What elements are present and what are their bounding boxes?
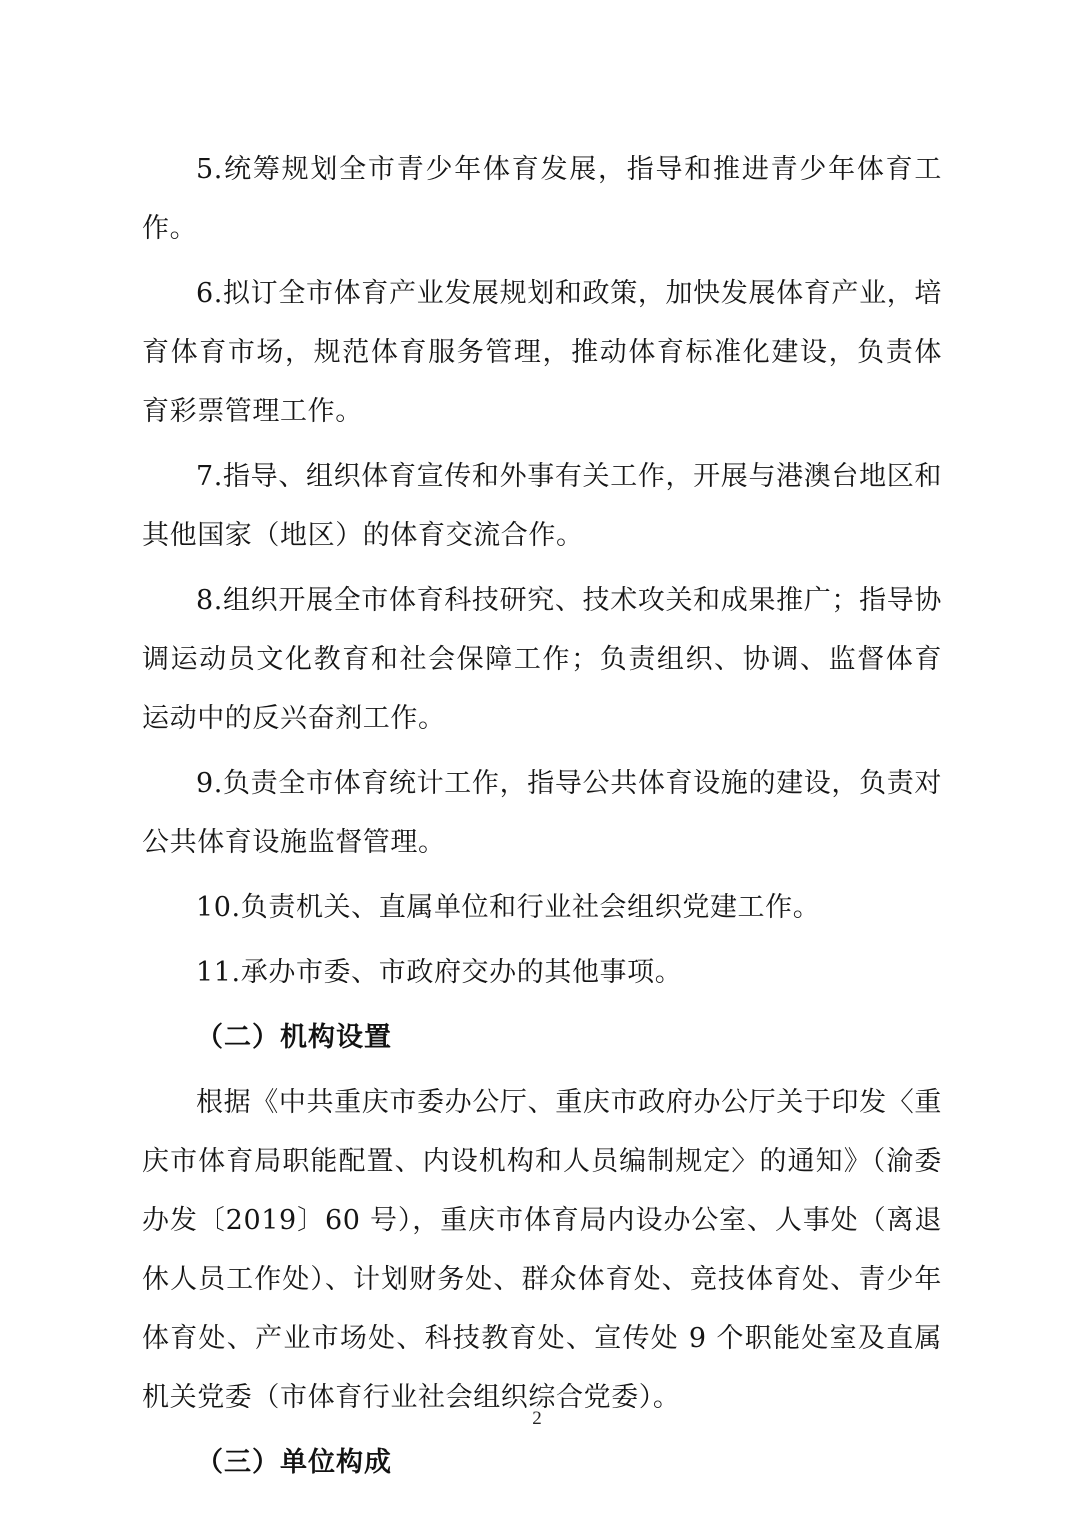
page-number: 2	[532, 1408, 542, 1429]
paragraph-item-7: 7.指导、组织体育宣传和外事有关工作，开展与港澳台地区和其他国家（地区）的体育交流合作。	[142, 461, 942, 551]
paragraph-item-5: 5.统筹规划全市青少年体育发展，指导和推进青少年体育工作。	[142, 154, 942, 244]
paragraph-item-11: 11.承办市委、市政府交办的其他事项。	[196, 957, 683, 988]
paragraph-item-8: 8.组织开展全市体育科技研究、技术攻关和成果推广；指导协调运动员文化教育和社会保障工作；负责组织、协调、监督体育运动中的反兴奋剂工作。	[142, 585, 942, 734]
paragraph-item-6: 6.拟订全市体育产业发展规划和政策，加快发展体育产业，培育体育市场，规范体育服务管理，推动体育标准化建设，负责体育彩票管理工作。	[142, 278, 942, 427]
section-heading-organization-setup: （二）机构设置	[196, 1022, 392, 1053]
paragraph-item-10: 10.负责机关、直属单位和行业社会组织党建工作。	[196, 892, 821, 923]
paragraph-item-9: 9.负责全市体育统计工作，指导公共体育设施的建设，负责对公共体育设施监督管理。	[142, 768, 942, 858]
section-heading-unit-composition: （三）单位构成	[196, 1447, 392, 1478]
document-body	[142, 140, 942, 1498]
section-body-organization-setup: 根据《中共重庆市委办公厅、重庆市政府办公厅关于印发〈重庆市体育局职能配置、内设机构和人员编制规定〉的通知》（渝委办发〔2019〕60 号），重庆市体育局内设办公室、人事处（离退休人员工作处）、计划财务处、群众体育处、竞技体育处、青少年体育处、产业市场处、科技教育处、宣传处 9 个职能处室及直属机关党委（市体育行业社会组织综合党委）。	[142, 1087, 942, 1413]
